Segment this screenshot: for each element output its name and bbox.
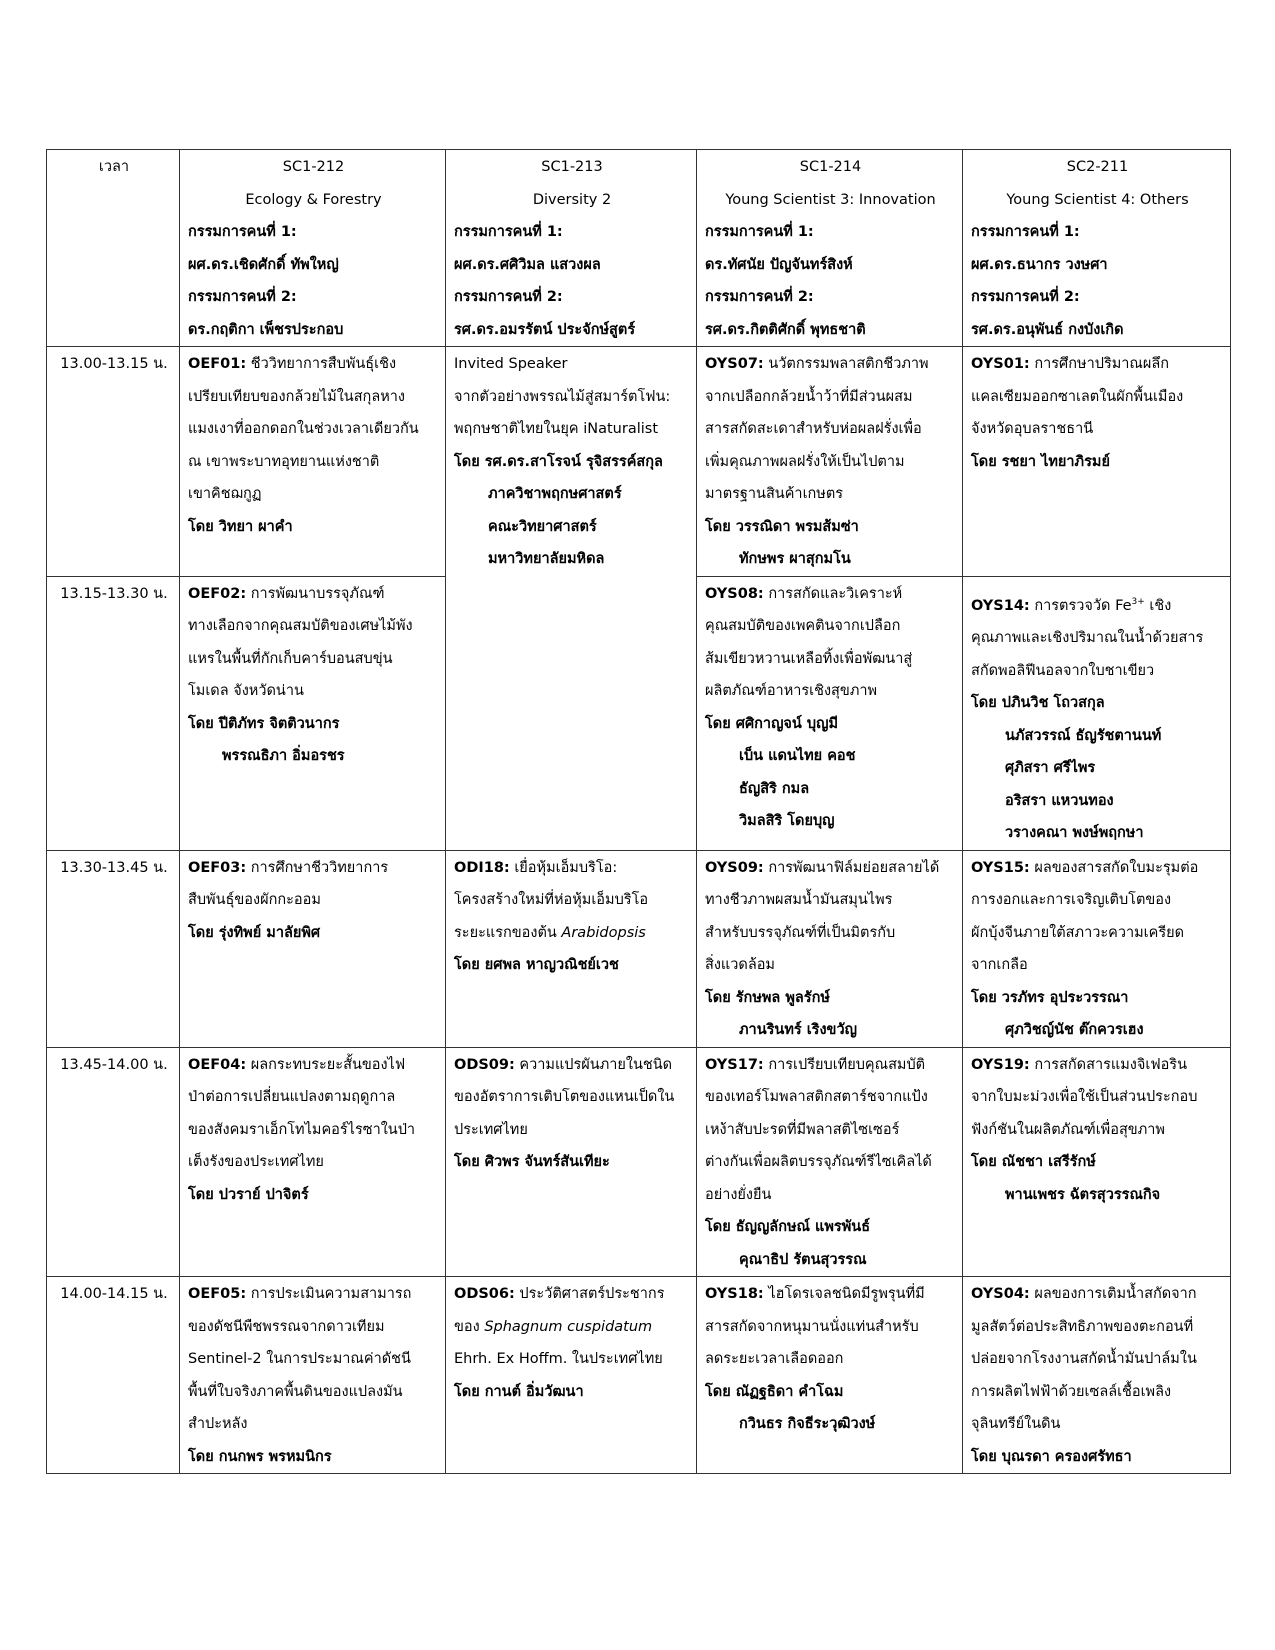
talk-title-line: Sentinel-2 ในการประมาณค่าดัชนี bbox=[188, 1351, 411, 1367]
room-header-2 bbox=[446, 150, 697, 347]
co-presenter: ธัญสิริ กมล bbox=[739, 780, 810, 797]
talk-title-line: การสกัดและวิเคราะห์ bbox=[768, 585, 903, 602]
room-code: SC1-212 bbox=[282, 159, 345, 175]
room-header-4 bbox=[963, 150, 1231, 347]
talk-title-line: เขาคิชฌกูฏ bbox=[188, 486, 262, 502]
talk-cell bbox=[697, 1277, 963, 1474]
committee-1-name: ผศ.ดร.ธนากร วงษศา bbox=[971, 256, 1108, 273]
talk-code: OEF01: bbox=[188, 356, 247, 372]
co-presenter: อริสรา แหวนทอง bbox=[1005, 792, 1114, 809]
invited-speaker-cell bbox=[446, 347, 697, 851]
committee-1-name: ผศ.ดร.เชิดศักดิ์ ทัพใหญ่ bbox=[188, 256, 339, 273]
talk-cell bbox=[963, 1277, 1231, 1474]
session-name: Young Scientist 3: Innovation bbox=[725, 191, 936, 208]
superscript: 3+ bbox=[1131, 596, 1145, 607]
co-presenter: วรางคณา พงษ์พฤกษา bbox=[1005, 825, 1144, 841]
talk-title-line: คุณสมบัติของเพคตินจากเปลือก bbox=[705, 618, 901, 634]
talk-title-part: การตรวจวัด Fe bbox=[1034, 597, 1132, 614]
talk-title-line: อย่างยั่งยืน bbox=[705, 1186, 772, 1203]
talk-title-line: พื้นที่ใบจริงภาคพื้นดินของแปลงมัน bbox=[188, 1383, 403, 1400]
presenter: โดย กนกพร พรหมนิกร bbox=[188, 1448, 332, 1465]
presenter: โดย ปวราย์ ปาจิตร์ bbox=[188, 1186, 309, 1203]
talk-cell bbox=[697, 1047, 963, 1277]
presenter: โดย วิทยา ผาคำ bbox=[188, 518, 293, 535]
slot-row bbox=[47, 850, 1231, 1047]
talk-title-line: เพิ่มคุณภาพผลฝรั่งให้เป็นไปตาม bbox=[705, 453, 905, 470]
talk-title-line: เปรียบเทียบของกล้วยไม้ในสกุลหาง bbox=[188, 388, 406, 405]
co-presenter: คุณาธิป รัตนสุวรรณ bbox=[739, 1251, 867, 1268]
talk-title-line: ของดัชนีพืชพรรณจากดาวเทียม bbox=[188, 1318, 385, 1335]
talk-title-line: ปล่อยจากโรงงานสกัดน้ำมันปาล์มใน bbox=[971, 1351, 1197, 1367]
room-code: SC1-214 bbox=[799, 159, 862, 175]
talk-title-line: สิ่งแวดล้อม bbox=[705, 957, 775, 973]
committee-2-label: กรรมการคนที่ 2: bbox=[705, 289, 814, 305]
room-header-1 bbox=[180, 150, 446, 347]
talk-title-line: การศึกษาชีววิทยาการ bbox=[250, 859, 389, 876]
talk-title-line: ป่าต่อการเปลี่ยนแปลงตามฤดูกาล bbox=[188, 1089, 396, 1105]
talk-title-line: จุลินทรีย์ในดิน bbox=[971, 1416, 1061, 1432]
presenter: โดย รักษพล พูลรักษ์ bbox=[705, 989, 830, 1006]
talk-code: OYS15: bbox=[971, 859, 1030, 876]
talk-title-line: จากเกลือ bbox=[971, 957, 1028, 973]
committee-2-label: กรรมการคนที่ 2: bbox=[971, 289, 1080, 305]
time-header: เวลา bbox=[47, 150, 180, 347]
room-header-3 bbox=[697, 150, 963, 347]
talk-title-line: ไฮโดรเจลชนิดมีรูพรุนที่มี bbox=[768, 1286, 925, 1302]
talk-title-line: ส้มเขียวหวานเหลือทิ้งเพื่อพัฒนาสู่ bbox=[705, 650, 913, 667]
schedule-table bbox=[46, 149, 1231, 1474]
affiliation: มหาวิทยาลัยมหิดล bbox=[488, 551, 605, 567]
talk-title-line: จากเปลือกกล้วยน้ำว้าที่มีส่วนผสม bbox=[705, 388, 913, 405]
presenter: โดย ศศิกาญจน์ บุญมี bbox=[705, 715, 839, 732]
co-presenter: ศุภิสรา ศรีไพร bbox=[1005, 760, 1096, 776]
committee-2-name: รศ.ดร.อนุพันธ์ กงบังเกิด bbox=[971, 321, 1124, 338]
talk-title-line: ของอัตราการเติบโตของแหนเป็ดใน bbox=[454, 1089, 675, 1105]
talk-title-line: ทางชีวภาพผสมน้ำมันสมุนไพร bbox=[705, 892, 893, 908]
talk-cell bbox=[697, 347, 963, 577]
session-name: Ecology & Forestry bbox=[245, 191, 382, 208]
talk-title-line: ผลิตภัณฑ์อาหารเชิงสุขภาพ bbox=[705, 683, 878, 699]
species-name: Arabidopsis bbox=[561, 924, 646, 941]
talk-title-part: ระยะแรกของต้น bbox=[454, 924, 562, 941]
presenter: โดย ปีติภัทร จิตติวนากร bbox=[188, 715, 340, 732]
committee-1-label: กรรมการคนที่ 1: bbox=[454, 224, 563, 240]
session-name: Diversity 2 bbox=[532, 191, 612, 208]
talk-title-line: แมงเงาที่ออกดอกในช่วงเวลาเดียวกัน bbox=[188, 421, 419, 437]
talk-title-line: การงอกและการเจริญเติบโตของ bbox=[971, 892, 1172, 908]
presenter: โดย ยศพล หาญวณิชย์เวช bbox=[454, 957, 619, 973]
co-presenter: วิมลสิริ โดยบุญ bbox=[739, 813, 835, 829]
talk-title-line: ผลของการเติมน้ำสกัดจาก bbox=[1034, 1286, 1197, 1302]
talk-code: OYS07: bbox=[705, 356, 764, 372]
talk-title-line: สารสกัดสะเดาสำหรับห่อผลฝรั่งเพื่อ bbox=[705, 421, 922, 437]
header-row bbox=[47, 150, 1231, 347]
talk-title-line: Ehrh. Ex Hoffm. ในประเทศไทย bbox=[454, 1351, 663, 1367]
talk-code: ODS06: bbox=[454, 1286, 515, 1302]
presenter: โดย รุ่งทิพย์ มาลัยพิศ bbox=[188, 924, 321, 941]
talk-cell bbox=[180, 1047, 446, 1277]
talk-title-line: ชีววิทยาการสืบพันธุ์เชิง bbox=[250, 356, 397, 372]
slot-row bbox=[47, 1047, 1231, 1277]
committee-2-name: รศ.ดร.กิตติศักดิ์ พุทธชาติ bbox=[705, 321, 866, 338]
affiliation: คณะวิทยาศาสตร์ bbox=[488, 518, 597, 535]
talk-cell bbox=[446, 850, 697, 1047]
talk-code: OEF02: bbox=[188, 585, 247, 602]
talk-title-line: สำปะหลัง bbox=[188, 1416, 248, 1432]
presenter: โดย วรภัทร อุประวรรณา bbox=[971, 989, 1129, 1006]
talk-title-line: ของเทอร์โมพลาสติกสตาร์ชจากแป้ง bbox=[705, 1089, 928, 1105]
talk-title-line: สืบพันธุ์ของผักกะออม bbox=[188, 892, 321, 908]
talk-title-line: ผักบุ้งจีนภายใต้สภาวะความเครียด bbox=[971, 924, 1185, 941]
talk-title-line: แคลเซียมออกซาเลตในผักพื้นเมือง bbox=[971, 388, 1184, 405]
talk-code: OYS19: bbox=[971, 1056, 1030, 1073]
presenter: โดย รศ.ดร.สาโรจน์ รุจิสรรค์สกุล bbox=[454, 453, 663, 470]
talk-code: OYS18: bbox=[705, 1286, 764, 1302]
talk-cell bbox=[180, 347, 446, 577]
talk-title-line: มาตรฐานสินค้าเกษตร bbox=[705, 486, 844, 502]
talk-cell bbox=[180, 1277, 446, 1474]
talk-title-line: โครงสร้างใหม่ที่ห่อหุ้มเอ็มบริโอ bbox=[454, 892, 649, 908]
talk-title-line: แหรในพื้นที่กักเก็บคาร์บอนสบขุ่น bbox=[188, 650, 393, 667]
talk-title-line: นวัตกรรมพลาสติกชีวภาพ bbox=[768, 356, 929, 372]
co-presenter: พานเพชร ฉัตรสุวรรณกิจ bbox=[1005, 1186, 1161, 1203]
talk-title-line: ผลของสารสกัดใบมะรุมต่อ bbox=[1034, 859, 1199, 876]
talk-title-line: สำหรับบรรจุภัณฑ์ที่เป็นมิตรกับ bbox=[705, 924, 896, 941]
slot-row bbox=[47, 1277, 1231, 1474]
co-presenter: เบ็น แดนไทย คอช bbox=[739, 748, 856, 764]
talk-code: ODS09: bbox=[454, 1056, 515, 1073]
talk-title-line: ของสังคมราเอ็กโทไมคอร์ไรซาในป่า bbox=[188, 1121, 416, 1138]
committee-2-name: รศ.ดร.อมรรัตน์ ประจักษ์สูตร์ bbox=[454, 321, 636, 338]
talk-code: ODI18: bbox=[454, 859, 510, 876]
talk-title-line: เต็งรังของประเทศไทย bbox=[188, 1154, 324, 1170]
talk-code: OYS08: bbox=[705, 585, 764, 602]
talk-title-line: การผลิตไฟฟ้าด้วยเซลล์เชื้อเพลิง bbox=[971, 1383, 1172, 1400]
talk-title-line: การเปรียบเทียบคุณสมบัติ bbox=[768, 1056, 926, 1073]
presenter: โดย ธัญญลักษณ์ แพรพันธ์ bbox=[705, 1219, 871, 1235]
time-slot: 13.45-14.00 น. bbox=[47, 1047, 180, 1277]
time-slot: 13.15-13.30 น. bbox=[47, 576, 180, 850]
room-code: SC1-213 bbox=[541, 159, 603, 175]
talk-title-line: การพัฒนาบรรจุภัณฑ์ bbox=[250, 585, 385, 602]
talk-code: OYS17: bbox=[705, 1056, 764, 1073]
room-code: SC2-211 bbox=[1066, 159, 1129, 175]
talk-code: OEF05: bbox=[188, 1286, 247, 1302]
co-presenter: ทักษพร ผาสุกมโน bbox=[739, 551, 851, 567]
talk-heading: Invited Speaker bbox=[454, 356, 568, 372]
talk-title-line: สารสกัดจากหนุมานนั่งแท่นสำหรับ bbox=[705, 1318, 919, 1335]
talk-title-line: เยื่อหุ้มเอ็มบริโอ: bbox=[514, 859, 618, 876]
time-slot: 13.00-13.15 น. bbox=[47, 347, 180, 577]
presenter: โดย วรรณิดา พรมส้มซ่า bbox=[705, 518, 859, 535]
talk-cell bbox=[180, 850, 446, 1047]
talk-cell bbox=[180, 576, 446, 850]
talk-title-line: ประวัติศาสตร์ประชากร bbox=[519, 1286, 665, 1302]
talk-title-line: สกัดพอลิฟีนอลจากใบชาเขียว bbox=[971, 662, 1155, 679]
talk-title-line: ลดระยะเวลาเลือดออก bbox=[705, 1351, 844, 1367]
session-name: Young Scientist 4: Others bbox=[1006, 191, 1189, 208]
committee-1-label: กรรมการคนที่ 1: bbox=[705, 224, 814, 240]
presenter: โดย บุณรดา ครองศรัทธา bbox=[971, 1448, 1132, 1465]
talk-title-line: การพัฒนาฟิล์มย่อยสลายได้ bbox=[768, 859, 940, 876]
talk-cell bbox=[963, 347, 1231, 577]
talk-code: OEF03: bbox=[188, 859, 247, 876]
talk-code: OYS04: bbox=[971, 1286, 1030, 1302]
talk-title-line: ทางเลือกจากคุณสมบัติของเศษไม้พัง bbox=[188, 618, 413, 634]
time-slot: 13.30-13.45 น. bbox=[47, 850, 180, 1047]
talk-title-line: ต่างกันเพื่อผลิตบรรจุภัณฑ์รีไซเคิลได้ bbox=[705, 1154, 932, 1170]
co-presenter: ภานรินทร์ เริงขวัญ bbox=[739, 1022, 857, 1038]
co-presenter: ศุภวิชญ์นัช ต๊กควรเฮง bbox=[1005, 1022, 1144, 1038]
slot-row bbox=[47, 347, 1231, 577]
presenter: โดย ศิวพร จันทร์สันเทียะ bbox=[454, 1154, 610, 1170]
talk-title-line: ฟังก์ชันในผลิตภัณฑ์เพื่อสุขภาพ bbox=[971, 1121, 1165, 1138]
affiliation: ภาควิชาพฤกษศาสตร์ bbox=[488, 486, 622, 502]
committee-2-name: ดร.กฤติกา เพ็ชรประกอบ bbox=[188, 321, 344, 338]
talk-title-line: การประเมินความสามารถ bbox=[250, 1286, 412, 1302]
committee-2-label: กรรมการคนที่ 2: bbox=[454, 289, 563, 305]
presenter: โดย ณัฏฐธิดา คำโฉม bbox=[705, 1383, 844, 1400]
talk-title-line: จากตัวอย่างพรรณไม้สู่สมาร์ตโฟน: bbox=[454, 388, 671, 405]
co-presenter: พรรณธิภา อิ่มอรชร bbox=[222, 748, 345, 764]
talk-title-line: เหง้าสับปะรดที่มีพลาสติไซเซอร์ bbox=[705, 1121, 900, 1138]
presenter: โดย ปภินวิช โถวสกุล bbox=[971, 695, 1105, 711]
talk-title-line: จังหวัดอุบลราชธานี bbox=[971, 421, 1094, 437]
talk-code: OYS01: bbox=[971, 356, 1030, 372]
talk-code: OEF04: bbox=[188, 1056, 247, 1073]
talk-title-line: ผลกระทบระยะสั้นของไฟ bbox=[250, 1056, 406, 1073]
presenter: โดย รชยา ไทยาภิรมย์ bbox=[971, 453, 1110, 470]
presenter: โดย กานต์ อิ่มวัฒนา bbox=[454, 1383, 584, 1400]
talk-title-line: พฤกษชาติไทยในยุค iNaturalist bbox=[454, 421, 658, 437]
presenter: โดย ณัชชา เสรีรักษ์ bbox=[971, 1154, 1096, 1170]
talk-title-line: การสกัดสารแมงจิเฟอริน bbox=[1034, 1056, 1187, 1073]
talk-title-line: ณ เขาพระบาทอุทยานแห่งชาติ bbox=[188, 453, 380, 470]
talk-cell bbox=[963, 576, 1231, 850]
talk-title-line: ความแปรผันภายในชนิด bbox=[519, 1056, 673, 1073]
talk-title-line: จากใบมะม่วงเพื่อใช้เป็นส่วนประกอบ bbox=[971, 1089, 1198, 1105]
talk-title-line: โมเดล จังหวัดน่าน bbox=[188, 683, 304, 699]
talk-title-part: ของ bbox=[454, 1318, 485, 1335]
talk-cell bbox=[963, 850, 1231, 1047]
committee-2-label: กรรมการคนที่ 2: bbox=[188, 289, 297, 305]
time-slot: 14.00-14.15 น. bbox=[47, 1277, 180, 1474]
talk-title-line: มูลสัตว์ต่อประสิทธิภาพของตะกอนที่ bbox=[971, 1318, 1194, 1335]
talk-cell bbox=[963, 1047, 1231, 1277]
talk-code: OYS09: bbox=[705, 859, 764, 876]
talk-title-part: เชิง bbox=[1144, 597, 1172, 614]
talk-cell bbox=[446, 1047, 697, 1277]
talk-cell bbox=[446, 1277, 697, 1474]
committee-1-label: กรรมการคนที่ 1: bbox=[971, 224, 1080, 240]
committee-1-label: กรรมการคนที่ 1: bbox=[188, 224, 297, 240]
talk-cell bbox=[697, 850, 963, 1047]
committee-1-name: ดร.ทัศนัย ปัญจันทร์สิงห์ bbox=[705, 256, 853, 273]
co-presenter: นภัสวรรณ์ ธัญรัชตานนท์ bbox=[1005, 727, 1162, 744]
talk-code: OYS14: bbox=[971, 597, 1030, 614]
talk-title-line: การศึกษาปริมาณผลึก bbox=[1034, 356, 1170, 372]
co-presenter: กวินธร กิจธีระวุฒิวงษ์ bbox=[739, 1416, 876, 1432]
talk-cell bbox=[697, 576, 963, 850]
species-name: Sphagnum cuspidatum bbox=[484, 1318, 653, 1335]
talk-title-line: คุณภาพและเชิงปริมาณในน้ำด้วยสาร bbox=[971, 630, 1204, 646]
committee-1-name: ผศ.ดร.ศศิวิมล แสวงผล bbox=[454, 256, 601, 273]
talk-title-line: ประเทศไทย bbox=[454, 1121, 528, 1138]
